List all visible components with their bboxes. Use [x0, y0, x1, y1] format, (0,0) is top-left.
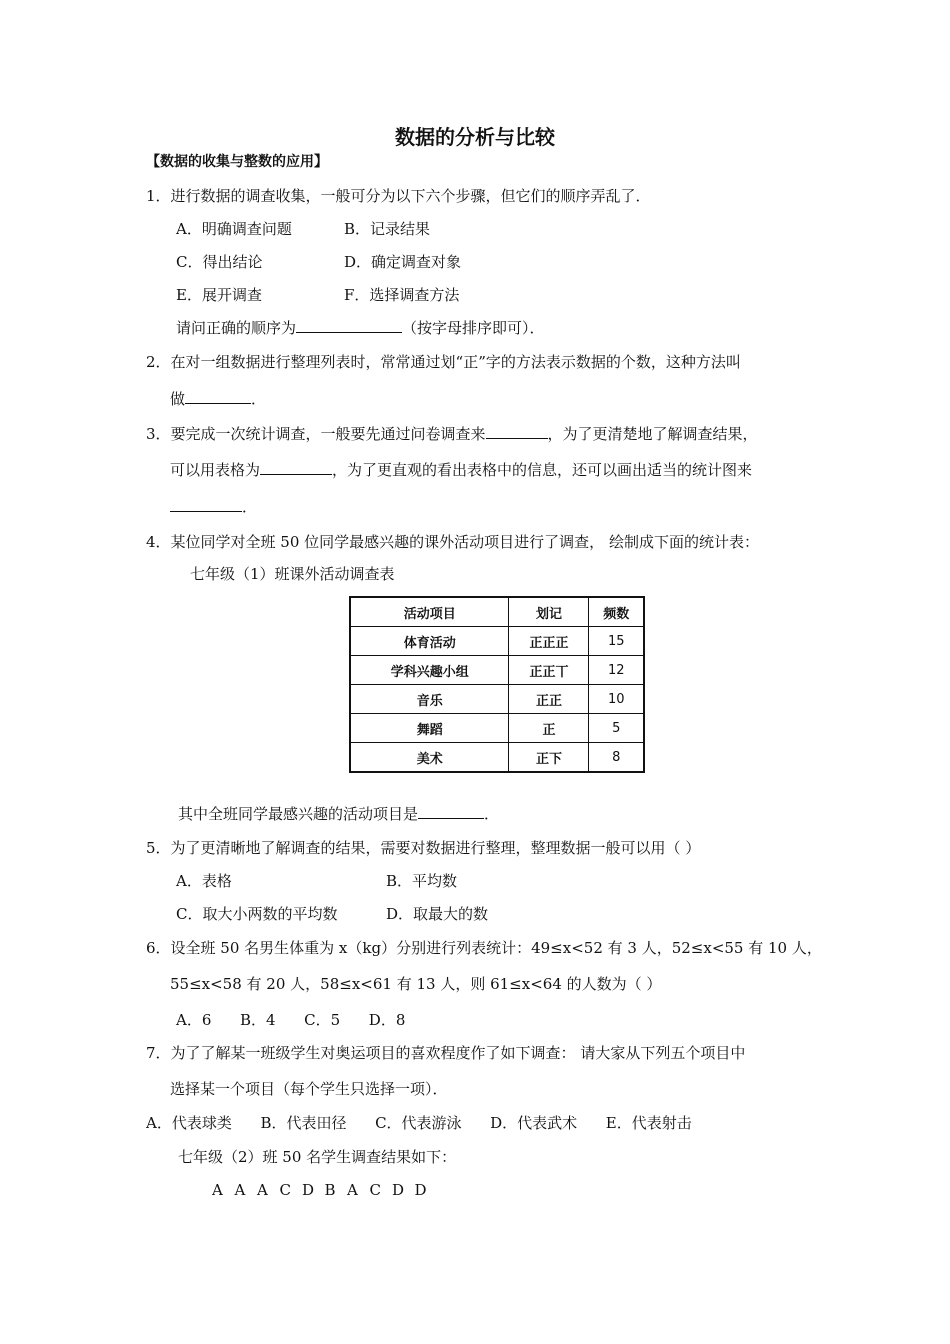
q4-ask-prefix: 其中全班同学最感兴趣的活动项目是	[178, 805, 419, 823]
q1-option-e: E．展开调查	[176, 286, 262, 304]
q1-answer-line	[176, 318, 545, 338]
q3-line1-suffix: ，为了更清楚地了解调查结果，	[547, 425, 758, 443]
table-header-cell: 划记	[509, 597, 589, 627]
q1-option-d: D．确定调查对象	[344, 253, 462, 271]
result-letter: D	[392, 1181, 405, 1199]
table-header-cell: 活动项目	[350, 597, 509, 627]
q3-blank-1[interactable]	[486, 424, 548, 439]
table-cell-frequency: 8	[589, 743, 644, 773]
q6-line1: 6．设全班 50 名男生体重为 x（kg）分别进行列表统计：49≤x<52 有 3 人，52≤x<55 有 10 人，	[146, 939, 822, 957]
q1-option-c: C．得出结论	[176, 253, 263, 271]
result-letter: C	[369, 1181, 381, 1199]
q5-stem: 5．为了更清晰地了解调查的结果，需要对数据进行整理，整理数据一般可以用（ ）	[146, 839, 701, 857]
q1-stem: 1．进行数据的调查收集，一般可分为以下六个步骤，但它们的顺序弄乱了．	[146, 187, 651, 205]
result-letter: C	[279, 1181, 291, 1199]
table-cell-frequency: 12	[589, 656, 644, 685]
q3-line1	[146, 424, 758, 444]
q7-options: A．代表球类 B．代表田径 C．代表游泳 D．代表武术 E．代表射击	[146, 1114, 692, 1132]
table-header-cell: 频数	[589, 597, 644, 627]
q1-ask-prefix: 请问正确的顺序为	[176, 319, 297, 337]
table-cell-tally: 正正正	[509, 627, 589, 656]
q3-blank-3[interactable]	[170, 497, 242, 512]
q3-line2-prefix: 可以用表格为	[170, 461, 261, 479]
table-row	[350, 685, 644, 714]
result-letter: B	[324, 1181, 336, 1199]
q2-prefix: 做	[170, 390, 186, 408]
table-cell-tally: 正	[509, 714, 589, 743]
q2-line2	[170, 389, 266, 409]
q6-options: A．6 B．4 C．5 D．8	[176, 1011, 406, 1029]
q5-option-c: C．取大小两数的平均数	[176, 905, 338, 923]
table-row	[350, 743, 644, 773]
page-title: 数据的分析与比较	[395, 125, 555, 149]
q4-stem: 4．某位同学对全班 50 位同学最感兴趣的课外活动项目进行了调查， 绘制成下面的统计表：	[146, 533, 759, 551]
q4-answer-line	[178, 804, 499, 824]
q3-line2-suffix: ，为了更直观的看出表格中的信息，还可以画出适当的统计图来	[332, 461, 753, 479]
q5-option-a: A．表格	[176, 872, 232, 890]
q3-line3	[170, 497, 257, 517]
table-row	[350, 714, 644, 743]
section-heading: 【数据的收集与整数的应用】	[146, 154, 328, 170]
q4-ask-suffix: ．	[484, 805, 500, 823]
q3-line2	[170, 460, 752, 480]
table-cell-activity: 音乐	[350, 685, 509, 714]
result-letter: A	[257, 1181, 268, 1199]
q7-result-letters	[212, 1180, 437, 1200]
q4-answer-blank[interactable]	[418, 804, 484, 819]
q2-answer-blank[interactable]	[185, 389, 251, 404]
q1-option-a: A．明确调查问题	[176, 220, 292, 238]
q5-option-d: D．取最大的数	[386, 905, 489, 923]
q6-line2: 55≤x<58 有 20 人，58≤x<61 有 13 人，则 61≤x<64 的人数为（ ）	[170, 975, 662, 993]
q4-table-caption: 七年级（1）班课外活动调查表	[190, 565, 395, 583]
q1-ask-suffix: （按字母排序即可）．	[402, 319, 545, 337]
table-cell-activity: 美术	[350, 743, 509, 773]
q7-line1: 7．为了了解某一班级学生对奥运项目的喜欢程度作了如下调查： 请大家从下列五个项目中	[146, 1044, 746, 1062]
table-cell-tally: 正下	[509, 743, 589, 773]
q1-answer-blank[interactable]	[296, 318, 402, 333]
table-cell-frequency: 5	[589, 714, 644, 743]
table-cell-frequency: 10	[589, 685, 644, 714]
q7-line2: 选择某一个项目（每个学生只选择一项）．	[170, 1080, 448, 1098]
q3-line3-suffix: ．	[242, 498, 258, 516]
table-cell-tally: 正正丅	[509, 656, 589, 685]
table-cell-activity: 体育活动	[350, 627, 509, 656]
table-row	[350, 627, 644, 656]
result-letter: A	[347, 1181, 358, 1199]
q5-option-b: B．平均数	[386, 872, 458, 890]
table-cell-tally: 正正	[509, 685, 589, 714]
result-letter: A	[212, 1181, 223, 1199]
table-cell-activity: 学科兴趣小组	[350, 656, 509, 685]
activity-survey-table	[349, 596, 645, 773]
table-row	[350, 656, 644, 685]
q7-result-caption: 七年级（2）班 50 名学生调查结果如下：	[178, 1148, 457, 1166]
result-letter: D	[414, 1181, 427, 1199]
q2-line1: 2．在对一组数据进行整理列表时，常常通过划“正”字的方法表示数据的个数，这种方法叫	[146, 353, 741, 371]
q3-line1-prefix: 3．要完成一次统计调查，一般要先通过问卷调查来	[146, 425, 486, 443]
result-letter: D	[302, 1181, 315, 1199]
q1-option-f: F．选择调查方法	[344, 286, 460, 304]
q2-suffix: ．	[251, 390, 267, 408]
q3-blank-2[interactable]	[260, 460, 332, 475]
q1-option-b: B．记录结果	[344, 220, 431, 238]
table-cell-activity: 舞蹈	[350, 714, 509, 743]
table-header-row	[350, 597, 644, 627]
table-cell-frequency: 15	[589, 627, 644, 656]
result-letter: A	[234, 1181, 246, 1199]
